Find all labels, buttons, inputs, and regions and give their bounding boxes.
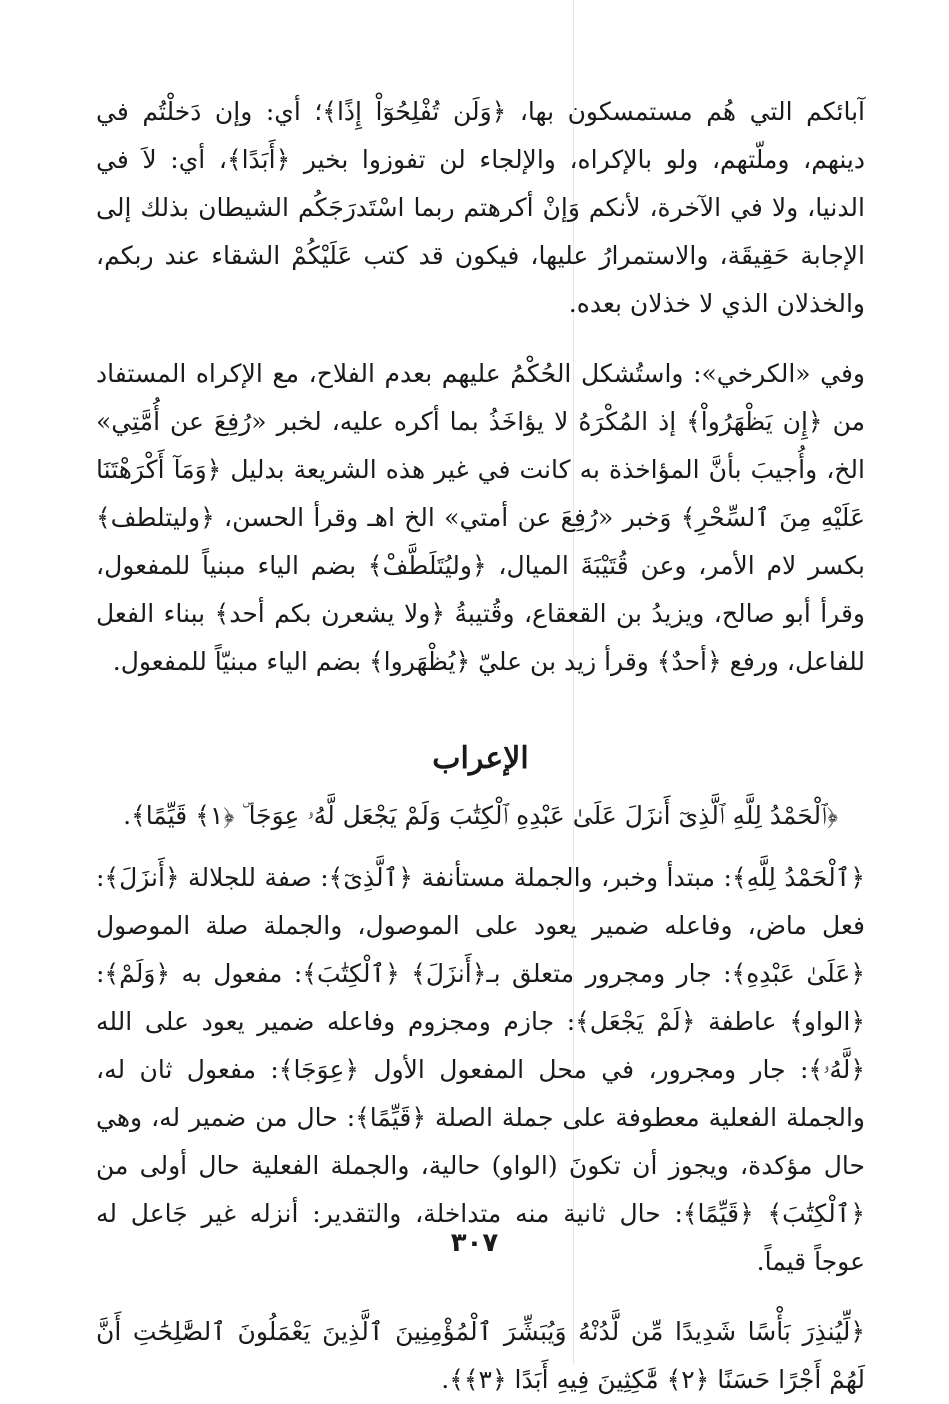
commentary-paragraph-2: وفي «الكرخي»: واستُشكل الحُكْمُ عليهم بعدم الفلاح، مع الإكراه المستفاد من ﴿إِن يَظْهَرُواْ﴾ إذ المُكْرَهُ لا يؤاخَذُ بما أكره عليه، لخبر «رُفِعَ عن أُمَّتِي» الخ، وأُجيبَ بأنَّ المؤاخذة به كانت في غير هذه الشريعة بدليل ﴿وَمَآ أَكْرَهْتَنَا عَلَيْهِ مِنَ ٱلسِّحْرِ﴾ وَخبر «رُفِعَ عن أمتي» الخ اهـ وقرأ الحسن، ﴿وليتلطف﴾ بكسر لام الأمر، وعن قُتَيْبَةَ الميال، ﴿وليُتَلَطَّفْ﴾ بضم الياء مبنياً للمفعول، وقرأ أبو صالح، ويزيدُ بن القعقاع، وقُتيبةُ ﴿ولا يشعرن بكم أحد﴾ ببناء الفعل للفاعل، ورفع ﴿أحدٌ﴾ وقرأ زيد بن عليّ ﴿يُظْهَروا﴾ بضم الياء مبنيّاً للمفعول. [96, 359, 865, 676]
section-heading: الإعراب [432, 741, 529, 776]
quran-verse-1: ﴿ٱلْحَمْدُ لِلَّهِ ٱلَّذِىٓ أَنزَلَ عَلَىٰ عَبْدِهِ ٱلْكِتَٰبَ وَلَمْ يَجْعَل لَّهُۥ عِوَجَا ۜ ﴿١﴾ قَيِّمًا﴾. [123, 801, 838, 830]
quran-verse-2: ﴿لِّيُنذِرَ بَأْسًا شَدِيدًا مِّن لَّدُنْهُ وَيُبَشِّرَ ٱلْمُؤْمِنِينَ ٱلَّذِينَ يَعْمَلُونَ ٱلصَّٰلِحَٰتِ أَنَّ لَهُمْ أَجْرًا حَسَنًا ﴿٢﴾ مَّٰكِثِينَ فِيهِ أَبَدًا ﴿٣﴾﴾. [96, 1317, 865, 1394]
commentary-paragraph-1: آبائكم التي هُم مستمسكون بها، ﴿وَلَن تُفْلِحُوٓاْ إِذًا﴾؛ أي: وإن دَخلْتُم في دينهم، وملّتهم، ولو بالإكراه، والإلجاء لن تفوزوا بخير ﴿أَبَدًا﴾، أي: لاَ في الدنيا، ولا في الآخرة، لأنكم وَإنْ أكرهتم ربما اسْتَدرَجَكُم الشيطان بذلك إلى الإجابة حَقِيقَة، والاستمرارُ عليها، فيكون قد كتب عَلَيْكُمْ الشقاء عند ربكم، والخذلان الذي لا خذلان بعده. [96, 97, 865, 318]
page-number: ٣٠٧ [450, 1228, 499, 1258]
page-body [96, 88, 865, 1404]
irab-paragraph: ﴿ٱلْحَمْدُ لِلَّهِ﴾: مبتدأ وخبر، والجملة مستأنفة ﴿ٱلَّذِىٓ﴾: صفة للجلالة ﴿أَنزَلَ﴾: فعل ماض، وفاعله ضمير يعود على الموصول، والجملة صلة الموصول ﴿عَلَىٰ عَبْدِهِ﴾: جار ومجرور متعلق بـ﴿أَنزَلَ﴾ ﴿ٱلْكِتَٰبَ﴾: مفعول به ﴿وَلَمْ﴾: ﴿الواو﴾ عاطفة ﴿لَمْ يَجْعَل﴾: جازم ومجزوم وفاعله ضمير يعود على الله ﴿لَّهُۥ﴾: جار ومجرور، في محل المفعول الأول ﴿عِوَجَا﴾: مفعول ثان له، والجملة الفعلية معطوفة على جملة الصلة ﴿قَيِّمًا﴾: حال من ضمير له، وهي حال مؤكدة، ويجوز أن تكونَ (الواو) حالية، والجملة الفعلية حال أولى من ﴿ٱلْكِتَٰبَ﴾ ﴿قَيِّمًا﴾: حال ثانية منه متداخلة، والتقدير: أنزله غير جَاعل له عوجاً قيماً. [96, 863, 865, 1276]
